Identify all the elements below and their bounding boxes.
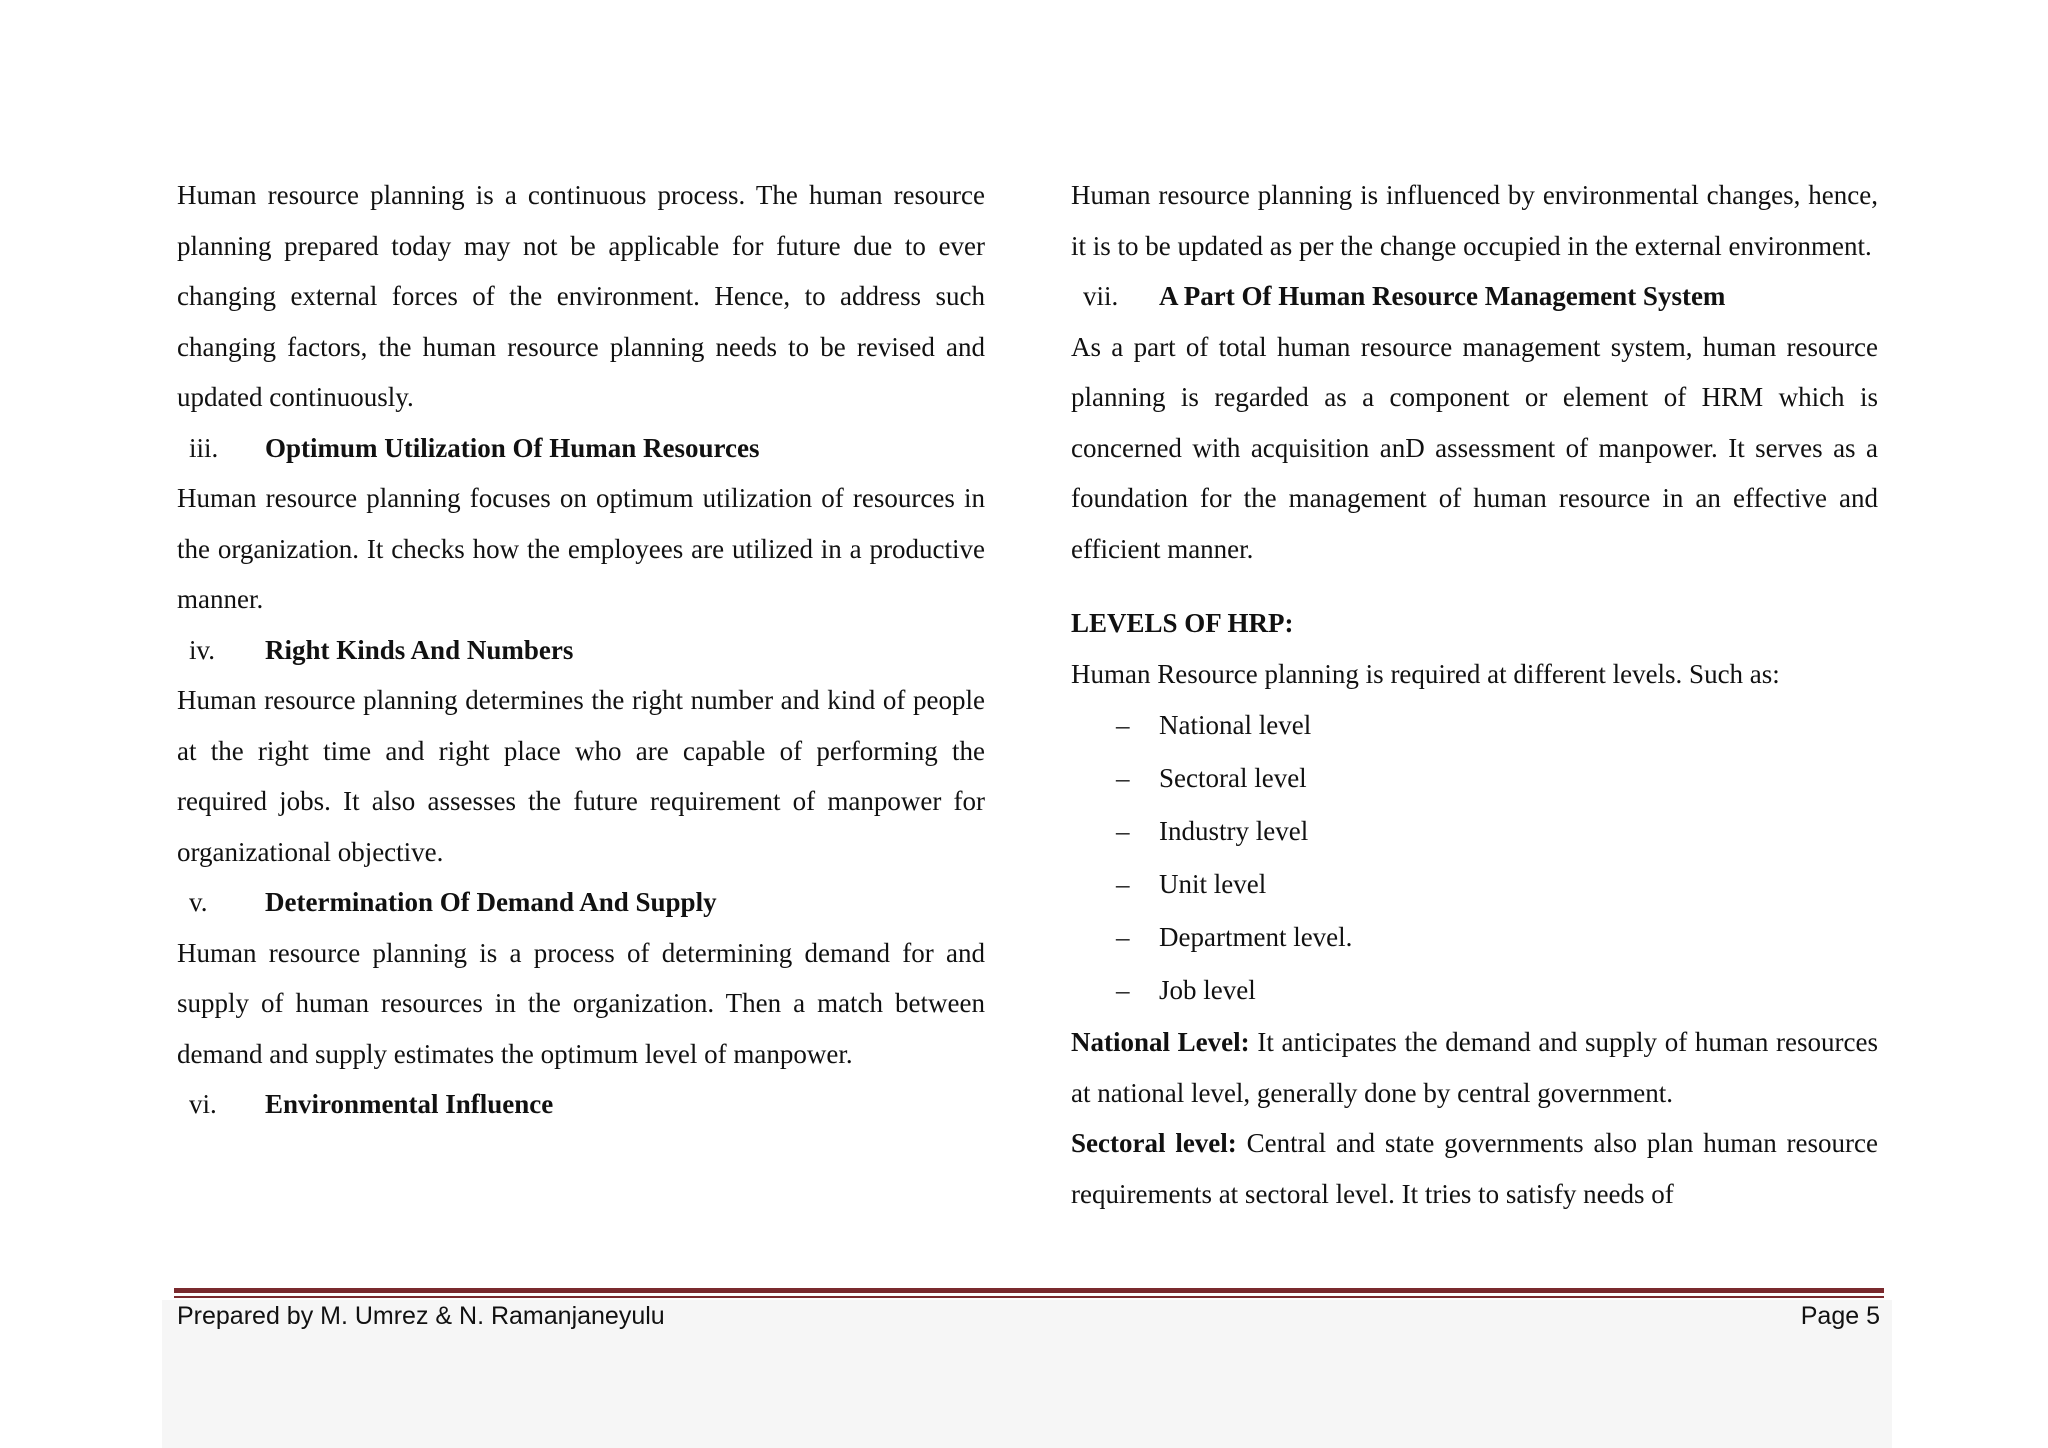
list-item: [1071, 964, 1878, 1017]
paragraph-sectoral-level: [1071, 1118, 1878, 1219]
list-item-text: National level: [1159, 710, 1312, 740]
paragraph-demand-supply: Human resource planning is a process of determining demand for and supply of human resources in the organization. Then a match between demand and supply estimates the optimum level of manpower.: [177, 937, 985, 1069]
list-item-text: Industry level: [1159, 816, 1309, 846]
heading-demand-supply: [177, 877, 985, 928]
sectoral-level-label: Sectoral level:: [1071, 1128, 1237, 1158]
heading-title: A Part Of Human Resource Management System: [1159, 281, 1726, 311]
footer-prepared-by: Prepared by M. Umrez & N. Ramanjaneyulu: [177, 1302, 665, 1330]
heading-number: iii.: [189, 432, 219, 463]
list-item-text: Department level.: [1159, 922, 1353, 952]
footer-rule-thin: [174, 1296, 1884, 1298]
heading-title: Optimum Utilization Of Human Resources: [265, 432, 760, 463]
paragraph-right-kinds: Human resource planning determines the right number and kind of people at the right time and right place who are capable of performing the required jobs. It also assesses the future requirement of manpower for organizational objective.: [177, 685, 985, 867]
paragraph-environmental-influence: Human resource planning is influenced by environmental changes, hence, it is to be updated as per the change occupied in the external environment.: [1071, 180, 1878, 261]
levels-intro: Human Resource planning is required at different levels. Such as:: [1071, 658, 1780, 689]
footer-page-number: Page 5: [1800, 1302, 1880, 1330]
heading-hrm-system: [1071, 271, 1878, 322]
dash-bullet: –: [1116, 763, 1130, 793]
heading-number: iv.: [189, 634, 215, 665]
dash-bullet: –: [1116, 869, 1130, 899]
levels-list: [1071, 699, 1878, 1017]
list-item: [1071, 699, 1878, 752]
heading-title: Right Kinds And Numbers: [265, 634, 574, 665]
dash-bullet: –: [1116, 922, 1130, 952]
dash-bullet: –: [1116, 975, 1130, 1005]
left-column: [177, 170, 985, 1130]
levels-title: LEVELS OF HRP:: [1071, 608, 1294, 638]
list-item: [1071, 805, 1878, 858]
paragraph-continuous-process: Human resource planning is a continuous process. The human resource planning prepared today may not be applicable for future due to ever changing external forces of the environment. Hence, to address such changing factors, the human resource planning needs to be revised and updated continuously.: [177, 180, 985, 412]
list-item-text: Unit level: [1159, 869, 1267, 899]
list-item: [1071, 858, 1878, 911]
list-item: [1071, 752, 1878, 805]
heading-number: vii.: [1083, 281, 1119, 311]
heading-right-kinds: [177, 625, 985, 676]
sectoral-level-text: Central and state governments also plan human resource requirements at sectoral level. It tries to satisfy needs of: [1071, 1128, 1878, 1209]
paragraph-optimum-utilization: Human resource planning focuses on optimum utilization of resources in the organization. It checks how the employees are utilized in a productive manner.: [177, 483, 985, 614]
list-item-text: Job level: [1159, 975, 1256, 1005]
national-level-label: National Level:: [1071, 1027, 1250, 1057]
heading-number: vi.: [189, 1089, 217, 1119]
paragraph-national-level: [1071, 1017, 1878, 1118]
dash-bullet: –: [1116, 710, 1130, 740]
heading-optimum-utilization: [177, 423, 985, 474]
heading-title: Determination Of Demand And Supply: [265, 887, 717, 917]
heading-title: Environmental Influence: [265, 1089, 554, 1119]
dash-bullet: –: [1116, 816, 1130, 846]
heading-number: v.: [189, 887, 208, 917]
list-item: [1071, 911, 1878, 964]
paragraph-hrm-system: As a part of total human resource management system, human resource planning is regarded as a component or element of HRM which is concerned with acquisition anD assessment of manpower. It serves as a foundation for the management of human resource in an effective and efficient manner.: [1071, 331, 1878, 564]
national-level-text: It anticipates the demand and supply of human resources at national level, generally done by central government.: [1071, 1027, 1878, 1108]
footer-rule-thick: [174, 1288, 1884, 1293]
list-item-text: Sectoral level: [1159, 763, 1307, 793]
right-column: [1071, 170, 1878, 1219]
heading-environmental-influence: [177, 1079, 985, 1130]
